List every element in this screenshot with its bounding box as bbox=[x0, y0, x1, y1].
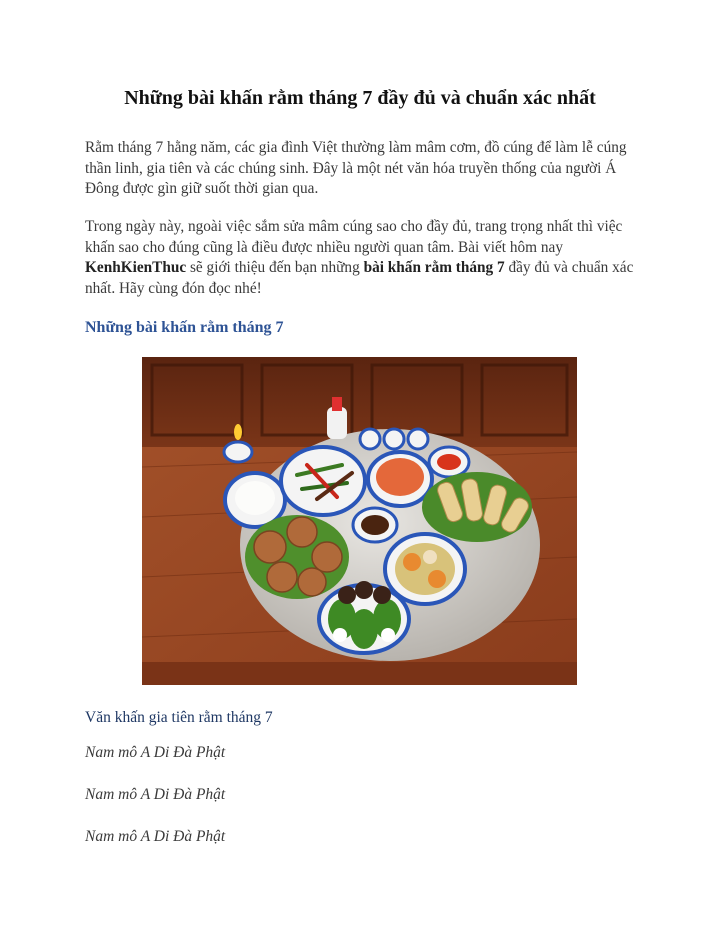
prayer-line: Nam mô A Di Đà Phật bbox=[85, 786, 226, 803]
section-heading: Những bài khấn rằm tháng 7 bbox=[85, 319, 284, 336]
para-text-middle: sẽ giới thiệu đến bạn những bbox=[186, 259, 364, 276]
subheading: Văn khấn gia tiên rằm tháng 7 bbox=[85, 709, 273, 726]
second-paragraph bbox=[85, 217, 637, 299]
offering-tray-photo bbox=[142, 357, 577, 685]
prayer-line: Nam mô A Di Đà Phật bbox=[85, 744, 226, 761]
para-text-before: Trong ngày này, ngoài việc sắm sửa mâm cúng sao cho đầy đủ, trang trọng nhất thì việc khấn sao cho đúng cũng là điều được nhiều người quan tâm. Bài viết hôm nay bbox=[85, 218, 623, 256]
para-text-after: đầy đủ và chuẩn xác nhất. Hãy cùng đón đọc nhé! bbox=[85, 259, 634, 297]
brand-name: KenhKienThuc bbox=[85, 259, 187, 276]
intro-paragraph: Rằm tháng 7 hằng năm, các gia đình Việt thường làm mâm cơm, đồ cúng để làm lễ cúng thần linh, gia tiên và các chúng sinh. Đây là một nét văn hóa truyền thống của người Á Đông được gìn giữ suốt thời gian qua. bbox=[85, 139, 627, 197]
page-title: Những bài khấn rằm tháng 7 đầy đủ và chuẩn xác nhất bbox=[124, 87, 596, 109]
keyword-bold: bài khấn rằm tháng 7 bbox=[363, 259, 505, 276]
prayer-line: Nam mô A Di Đà Phật bbox=[85, 828, 226, 845]
